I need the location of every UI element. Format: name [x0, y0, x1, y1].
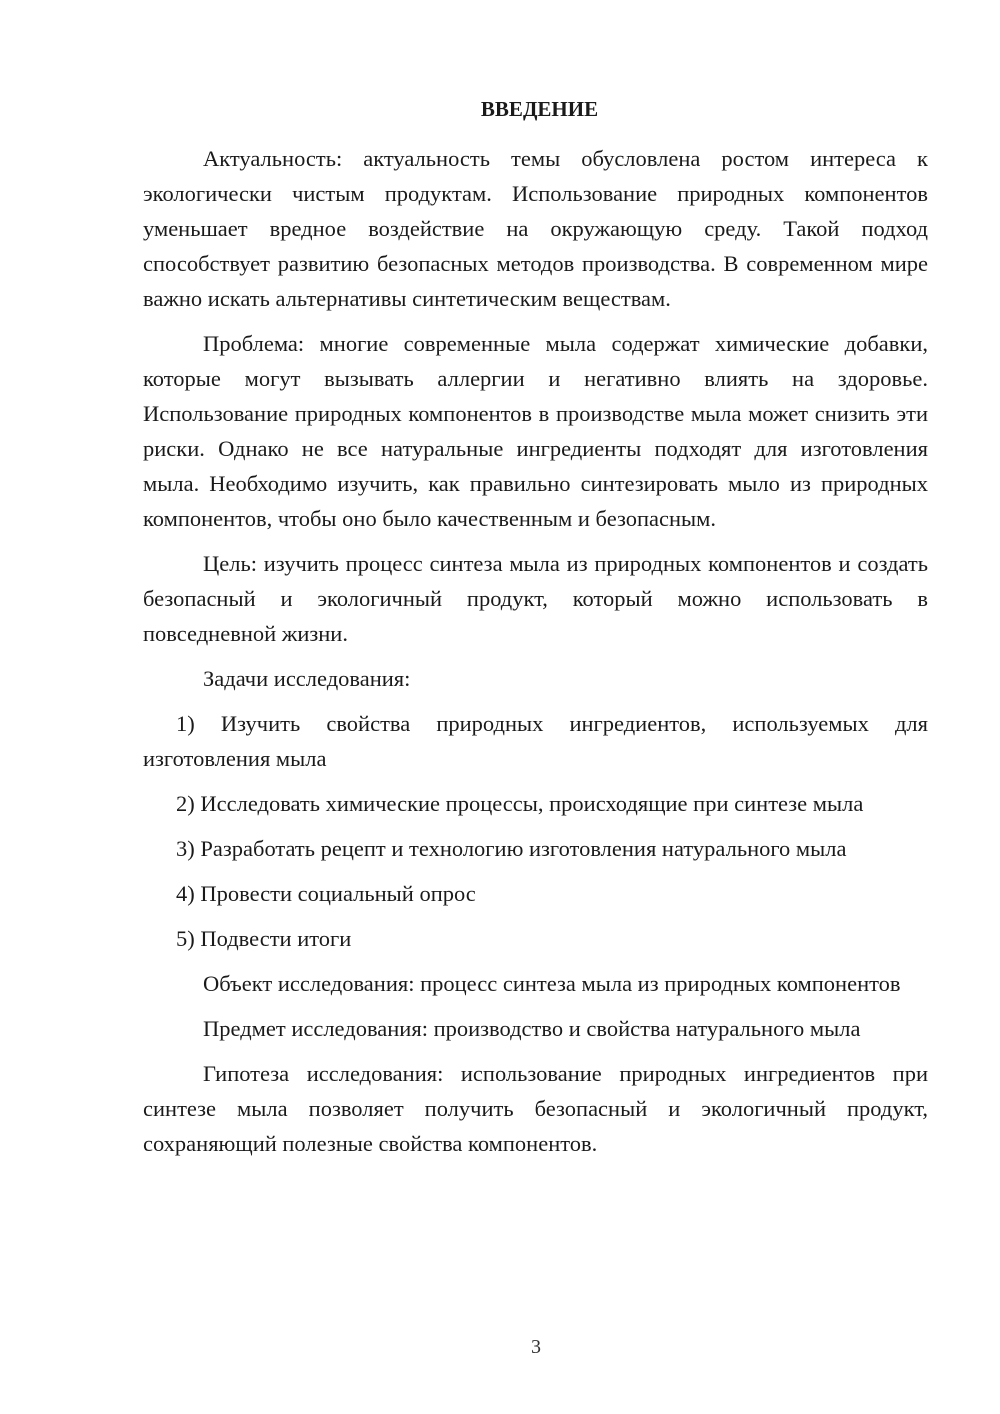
goal-paragraph: Цель: изучить процесс синтеза мыла из природных компонентов и создать безопасный и экологичный продукт, который можно использовать в повседневной жизни.	[143, 551, 928, 646]
subject-paragraph: Предмет исследования: производство и свойства натурального мыла	[203, 1016, 861, 1041]
tasks-heading: Задачи исследования:	[203, 666, 411, 691]
list-item: 4) Провести социальный опрос	[176, 881, 476, 906]
relevance-paragraph: Актуальность: актуальность темы обусловлена ростом интереса к экологически чистым продуктам. Использование природных компонентов уменьшает вредное воздействие на окружающую среду. Такой подход способствует развитию безопасных методов производства. В современном мире важно искать альтернативы синтетическим веществам.	[143, 146, 928, 311]
page-title: ВВЕДЕНИЕ	[480, 97, 599, 121]
object-paragraph: Объект исследования: процесс синтеза мыла из природных компонентов	[203, 971, 901, 996]
tasks-list	[143, 706, 928, 956]
document-page	[143, 94, 928, 1171]
problem-paragraph: Проблема: многие современные мыла содержат химические добавки, которые могут вызывать аллергии и негативно влиять на здоровье. Использование природных компонентов в производстве мыла может снизить эти риски. Однако не все натуральные ингредиенты подходят для изготовления мыла. Необходимо изучить, как правильно синтезировать мыло из природных компонентов, чтобы оно было качественным и безопасным.	[143, 331, 928, 531]
list-item: 5) Подвести итоги	[176, 926, 352, 951]
list-item: 1) Изучить свойства природных ингредиентов, используемых для изготовления мыла	[143, 711, 928, 771]
list-item: 2) Исследовать химические процессы, происходящие при синтезе мыла	[176, 791, 864, 816]
list-item: 3) Разработать рецепт и технологию изготовления натурального мыла	[176, 836, 847, 861]
hypothesis-paragraph: Гипотеза исследования: использование природных ингредиентов при синтезе мыла позволяет получить безопасный и экологичный продукт, сохраняющий полезные свойства компонентов.	[143, 1061, 928, 1156]
page-number: 3	[531, 1336, 541, 1358]
